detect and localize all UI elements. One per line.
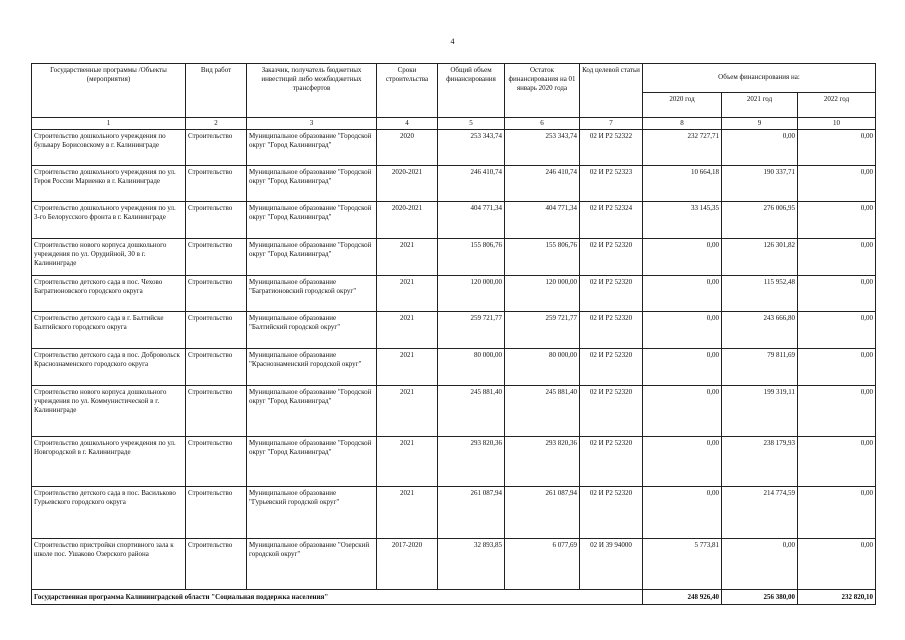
amount-2022-cell: 0,00	[798, 349, 876, 386]
table-row	[32, 312, 876, 349]
construction-term-cell: 2021	[377, 239, 438, 276]
amount-2020-cell: 5 773,81	[643, 539, 722, 590]
total-row	[32, 590, 876, 605]
amount-2021-cell: 214 774,59	[722, 487, 798, 539]
program-name-cell: Строительство дошкольного учреждения по ул. Новгородской в г. Калининграде	[32, 437, 186, 487]
total-amount-cell: 259 721,77	[438, 312, 505, 349]
customer-cell: Муниципальное образование "Багратионовский городской округ"	[247, 276, 377, 312]
amount-2022-cell: 0,00	[798, 539, 876, 590]
amount-2020-cell: 0,00	[643, 437, 722, 487]
construction-term-cell: 2021	[377, 349, 438, 386]
construction-term-cell: 2021	[377, 386, 438, 437]
amount-2021-cell: 79 811,69	[722, 349, 798, 386]
total-2022: 232 820,10	[798, 590, 876, 605]
table-row	[32, 202, 876, 239]
construction-term-cell: 2021	[377, 312, 438, 349]
total-amount-cell: 80 000,00	[438, 349, 505, 386]
customer-cell: Муниципальное образование "Озерский городской округ"	[247, 539, 377, 590]
amount-2022-cell: 0,00	[798, 312, 876, 349]
header-total: Общий объем финансирования	[438, 64, 505, 118]
program-name-cell: Строительство детского сада в пос. Добровольск Краснознаменского городского округа	[32, 349, 186, 386]
column-number: 4	[377, 118, 438, 130]
construction-term-cell: 2020-2021	[377, 202, 438, 239]
header-remainder: Остаток финансирования на 01 январь 2020 года	[505, 64, 580, 118]
column-number: 5	[438, 118, 505, 130]
amount-2021-cell: 243 666,80	[722, 312, 798, 349]
amount-2022-cell: 0,00	[798, 166, 876, 202]
amount-2022-cell: 0,00	[798, 487, 876, 539]
work-type-cell: Строительство	[186, 349, 247, 386]
amount-2020-cell: 0,00	[643, 239, 722, 276]
amount-2021-cell: 199 319,11	[722, 386, 798, 437]
page-number: 4	[450, 37, 455, 46]
program-name-cell: Строительство дошкольного учреждения по ул. 3-го Белорусского фронта в г. Калининграде	[32, 202, 186, 239]
remainder-amount-cell: 6 077,69	[505, 539, 580, 590]
target-code-cell: 02 И Р2 52324	[580, 202, 643, 239]
amount-2022-cell: 0,00	[798, 239, 876, 276]
work-type-cell: Строительство	[186, 487, 247, 539]
amount-2020-cell: 10 664,18	[643, 166, 722, 202]
amount-2022-cell: 0,00	[798, 130, 876, 166]
program-name-cell: Строительство дошкольного учреждения по ул. Героя России Мариенко в г. Калининграде	[32, 166, 186, 202]
amount-2020-cell: 0,00	[643, 487, 722, 539]
column-number: 3	[247, 118, 377, 130]
target-code-cell: 02 И Р2 52323	[580, 166, 643, 202]
target-code-cell: 02 И Р2 52320	[580, 239, 643, 276]
program-name-cell: Строительство дошкольного учреждения по бульвару Борисовскому в г. Калининграде	[32, 130, 186, 166]
construction-term-cell: 2021	[377, 487, 438, 539]
work-type-cell: Строительство	[186, 312, 247, 349]
amount-2020-cell: 33 145,35	[643, 202, 722, 239]
amount-2022-cell: 0,00	[798, 386, 876, 437]
target-code-cell: 02 И 39 94000	[580, 539, 643, 590]
target-code-cell: 02 И Р2 52320	[580, 349, 643, 386]
work-type-cell: Строительство	[186, 166, 247, 202]
table-row	[32, 437, 876, 487]
target-code-cell: 02 И Р2 52320	[580, 386, 643, 437]
work-type-cell: Строительство	[186, 239, 247, 276]
amount-2022-cell: 0,00	[798, 276, 876, 312]
total-amount-cell: 293 820,36	[438, 437, 505, 487]
amount-2020-cell: 0,00	[643, 312, 722, 349]
customer-cell: Муниципальное образование "Городской округ "Город Калининград"	[247, 386, 377, 437]
work-type-cell: Строительство	[186, 276, 247, 312]
header-work-type: Вид работ	[186, 64, 247, 118]
amount-2020-cell: 232 727,71	[643, 130, 722, 166]
total-2020: 248 926,40	[643, 590, 722, 605]
amount-2021-cell: 190 337,71	[722, 166, 798, 202]
remainder-amount-cell: 245 881,40	[505, 386, 580, 437]
construction-term-cell: 2020-2021	[377, 166, 438, 202]
customer-cell: Муниципальное образование "Городской округ "Город Калининград"	[247, 202, 377, 239]
remainder-amount-cell: 155 806,76	[505, 239, 580, 276]
column-number: 1	[32, 118, 186, 130]
target-code-cell: 02 И Р2 52322	[580, 130, 643, 166]
customer-cell: Муниципальное образование "Городской округ "Город Калининград"	[247, 166, 377, 202]
header-2021: 2021 год	[722, 93, 798, 118]
program-name-cell: Строительство пристройки спортивного зала к школе пос. Ушаково Озерского района	[32, 539, 186, 590]
remainder-amount-cell: 261 087,94	[505, 487, 580, 539]
column-number: 9	[722, 118, 798, 130]
remainder-amount-cell: 259 721,77	[505, 312, 580, 349]
amount-2022-cell: 0,00	[798, 202, 876, 239]
column-number-row	[32, 118, 876, 130]
amount-2020-cell: 0,00	[643, 276, 722, 312]
work-type-cell: Строительство	[186, 130, 247, 166]
work-type-cell: Строительство	[186, 202, 247, 239]
table-row	[32, 539, 876, 590]
total-amount-cell: 404 771,34	[438, 202, 505, 239]
remainder-amount-cell: 293 820,36	[505, 437, 580, 487]
work-type-cell: Строительство	[186, 437, 247, 487]
work-type-cell: Строительство	[186, 386, 247, 437]
amount-2021-cell: 276 006,95	[722, 202, 798, 239]
target-code-cell: 02 И Р2 52320	[580, 487, 643, 539]
remainder-amount-cell: 253 343,74	[505, 130, 580, 166]
header-program: Государственные программы /Объекты (мероприятия)	[32, 64, 186, 118]
column-number: 6	[505, 118, 580, 130]
column-number: 7	[580, 118, 643, 130]
customer-cell: Муниципальное образование "Городской округ "Город Калининград"	[247, 130, 377, 166]
customer-cell: Муниципальное образование "Краснознаменский городской округ"	[247, 349, 377, 386]
financing-table	[31, 63, 876, 605]
amount-2021-cell: 115 952,48	[722, 276, 798, 312]
work-type-cell: Строительство	[186, 539, 247, 590]
total-2021: 256 380,00	[722, 590, 798, 605]
table-row	[32, 386, 876, 437]
column-number: 2	[186, 118, 247, 130]
construction-term-cell: 2021	[377, 276, 438, 312]
header-2022: 2022 год	[798, 93, 876, 118]
header-code: Код целевой статьи	[580, 64, 643, 118]
total-amount-cell: 246 410,74	[438, 166, 505, 202]
total-label: Государственная программа Калининградской области "Социальная поддержка населения"	[32, 590, 643, 605]
column-number: 10	[798, 118, 876, 130]
remainder-amount-cell: 80 000,00	[505, 349, 580, 386]
amount-2021-cell: 126 301,82	[722, 239, 798, 276]
customer-cell: Муниципальное образование "Гурьевский городской округ"	[247, 487, 377, 539]
target-code-cell: 02 И Р2 52320	[580, 437, 643, 487]
total-amount-cell: 253 343,74	[438, 130, 505, 166]
table-row	[32, 487, 876, 539]
construction-term-cell: 2017-2020	[377, 539, 438, 590]
customer-cell: Муниципальное образование "Балтийский городской округ"	[247, 312, 377, 349]
header-financing: Объем финансирования на:	[643, 64, 876, 93]
table-row	[32, 276, 876, 312]
amount-2020-cell: 0,00	[643, 386, 722, 437]
amount-2021-cell: 0,00	[722, 539, 798, 590]
amount-2021-cell: 238 179,93	[722, 437, 798, 487]
column-number: 8	[643, 118, 722, 130]
program-name-cell: Строительство нового корпуса дошкольного учреждения по ул. Коммунистической в г. Калининграде	[32, 386, 186, 437]
amount-2021-cell: 0,00	[722, 130, 798, 166]
remainder-amount-cell: 120 000,00	[505, 276, 580, 312]
program-name-cell: Строительство детского сада в пос. Чехово Багратионовского городского округа	[32, 276, 186, 312]
header-2020: 2020 год	[643, 93, 722, 118]
construction-term-cell: 2020	[377, 130, 438, 166]
target-code-cell: 02 И Р2 52320	[580, 276, 643, 312]
remainder-amount-cell: 404 771,34	[505, 202, 580, 239]
amount-2020-cell: 0,00	[643, 349, 722, 386]
table-row	[32, 349, 876, 386]
total-amount-cell: 32 893,85	[438, 539, 505, 590]
table-row	[32, 239, 876, 276]
amount-2022-cell: 0,00	[798, 437, 876, 487]
total-amount-cell: 261 087,94	[438, 487, 505, 539]
table-row	[32, 130, 876, 166]
table-row	[32, 166, 876, 202]
target-code-cell: 02 И Р2 52320	[580, 312, 643, 349]
customer-cell: Муниципальное образование "Городской округ "Город Калининград"	[247, 437, 377, 487]
remainder-amount-cell: 246 410,74	[505, 166, 580, 202]
program-name-cell: Строительство детского сада в г. Балтийске Балтийского городского округа	[32, 312, 186, 349]
total-amount-cell: 155 806,76	[438, 239, 505, 276]
customer-cell: Муниципальное образование "Городской округ "Город Калининград"	[247, 239, 377, 276]
program-name-cell: Строительство детского сада в пос. Васильково Гурьевского городского округа	[32, 487, 186, 539]
header-terms: Сроки строительства	[377, 64, 438, 118]
total-amount-cell: 245 881,40	[438, 386, 505, 437]
header-customer: Заказчик, получатель бюджетных инвестиций либо межбюджетных трансфертов	[247, 64, 377, 118]
total-amount-cell: 120 000,00	[438, 276, 505, 312]
program-name-cell: Строительство нового корпуса дошкольного учреждения по ул. Орудийной, 30 в г. Калининграде	[32, 239, 186, 276]
construction-term-cell: 2021	[377, 437, 438, 487]
